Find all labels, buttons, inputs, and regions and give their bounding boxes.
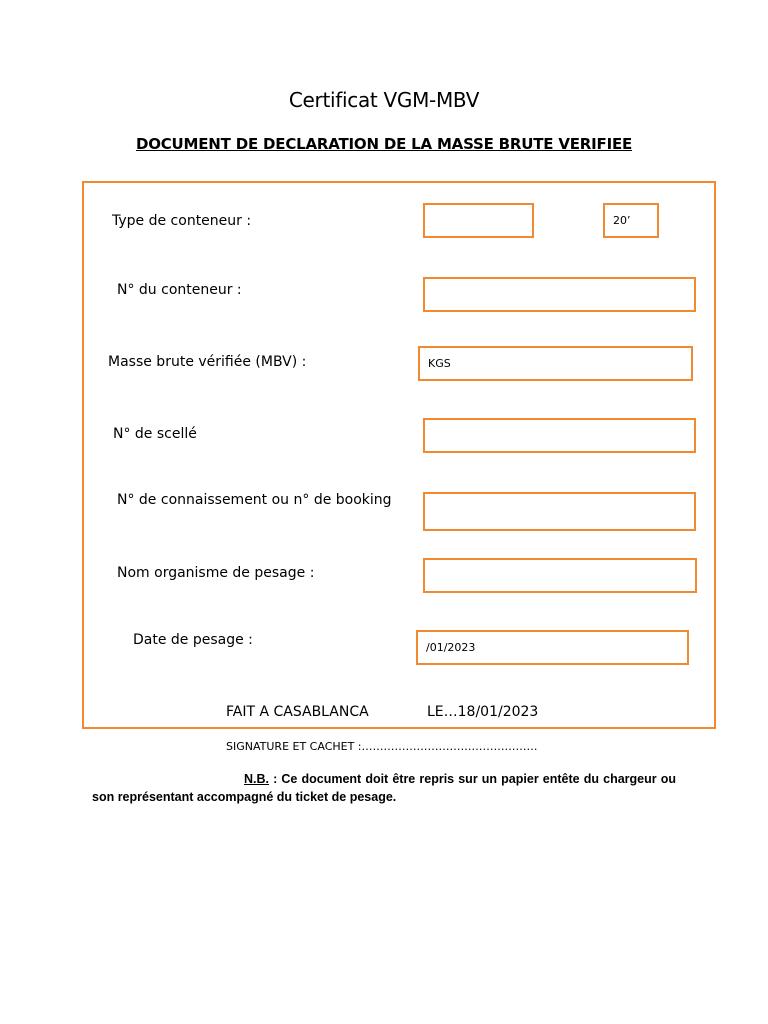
weighing-organisation-label: Nom organisme de pesage : — [117, 565, 315, 581]
container-number-label: N° du conteneur : — [117, 282, 242, 298]
seal-number-field[interactable] — [423, 418, 696, 453]
note-text: : Ce document doit être repris sur un papier entête du chargeur ou son représentant accompagné du ticket de pesage. — [92, 772, 676, 804]
place-of-issue: FAIT A CASABLANCA — [226, 704, 369, 720]
weighing-date-field[interactable]: /01/2023 — [416, 630, 689, 665]
date-of-issue: LE…18/01/2023 — [427, 704, 539, 720]
booking-number-label: N° de connaissement ou n° de booking — [117, 492, 392, 508]
note-paragraph — [92, 770, 676, 806]
container-type-field[interactable] — [423, 203, 534, 238]
container-size-field[interactable]: 20’ — [603, 203, 659, 238]
booking-number-field[interactable] — [423, 492, 696, 531]
container-number-field[interactable] — [423, 277, 696, 312]
seal-number-label: N° de scellé — [113, 426, 197, 442]
document-heading: DOCUMENT DE DECLARATION DE LA MASSE BRUTE VERIFIEE — [135, 135, 633, 153]
container-type-label: Type de conteneur : — [112, 213, 252, 229]
note-prefix: N.B. — [244, 772, 269, 786]
vgm-label: Masse brute vérifiée (MBV) : — [108, 354, 307, 370]
signature-line: SIGNATURE ET CACHET :………………………………………… — [226, 740, 538, 753]
weighing-organisation-field[interactable] — [423, 558, 697, 593]
vgm-field[interactable]: KGS — [418, 346, 693, 381]
weighing-date-label: Date de pesage : — [133, 632, 253, 648]
page-title: Certificat VGM-MBV — [288, 88, 480, 112]
